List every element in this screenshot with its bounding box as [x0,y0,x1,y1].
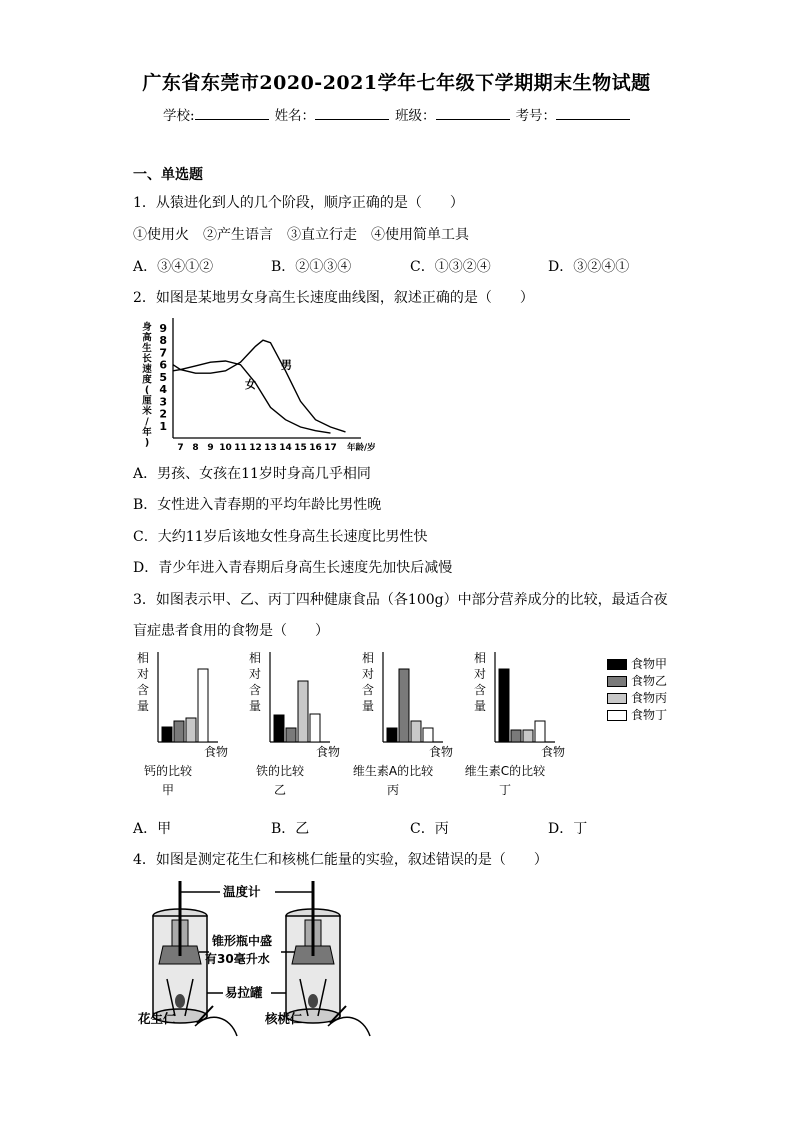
y-axis-label-char: 长 [142,353,152,365]
legend-swatch [607,693,627,704]
name-blank[interactable] [315,106,389,120]
bar-食物丁 [535,721,545,742]
y-tick-label: 5 [159,370,167,384]
x-axis-label: 食物 [541,745,566,759]
school-blank[interactable] [195,106,269,120]
legend-swatch [607,710,627,721]
x-tick-label: 10 [219,443,232,453]
can-label: 易拉罐 [225,985,263,1000]
y-axis-label-char: ) [144,437,150,449]
q3-option-d[interactable]: D．丁 [548,821,588,837]
class-blank[interactable] [436,106,510,120]
y-axis-label-char: 含 [137,683,150,697]
q1-option-a[interactable]: A．③④①② [133,259,214,275]
y-axis-label-char: 对 [249,667,262,681]
series-line-female [173,361,331,433]
bar-食物乙 [286,728,296,742]
bar-食物甲 [499,669,509,742]
q1-option-d[interactable]: D．③②④① [548,259,630,275]
q2-option-d[interactable]: D．青少年进入青春期后身高生长速度先加快后减慢 [133,560,453,576]
y-tick-label: 1 [159,419,167,433]
walnut-label: 核桃仁 [265,1011,303,1026]
group-title: 铁的比较 [255,764,305,778]
bar-食物丙 [523,730,533,742]
q3-stem-line1: 3．如图表示甲、乙、丙丁四种健康食品（各100g）中部分营养成分的比较，最适合夜 [133,592,668,608]
group-title: 维生素C的比较 [464,764,546,778]
x-axis-label: 年龄/岁 [347,443,376,453]
y-axis-label-char: 米 [142,406,152,417]
calorimeter-diagram [135,876,385,1051]
y-axis-label-char: 对 [474,667,487,681]
y-axis-label-char: 年 [142,427,152,438]
y-axis-label-char: 含 [474,683,487,697]
legend-item: 食物丙 [607,689,667,706]
x-tick-label: 7 [177,443,184,453]
peanut-label: 花生仁 [138,1011,176,1026]
y-axis-label-char: ( [144,385,150,396]
bar-食物丙 [298,681,308,742]
q1-stem: 1．从猿进化到人的几个阶段，顺序正确的是（ ） [133,195,464,211]
y-tick-label: 4 [159,383,167,397]
y-axis-label-char: 高 [142,332,152,344]
x-tick-label: 14 [279,443,292,453]
y-axis-label-char: 生 [142,343,152,354]
bar-食物乙 [511,730,521,742]
flask-label-1: 锥形瓶中盛 [212,934,273,948]
y-axis-label-char: 身 [142,322,152,333]
q3-option-b[interactable]: B．乙 [271,821,310,837]
y-axis-label-char: 对 [362,667,375,681]
bar-食物丙 [411,721,421,742]
q2-option-a[interactable]: A．男孩、女孩在11岁时身高几乎相同 [133,466,371,482]
y-axis-label-char: 相 [474,651,487,665]
y-tick-label: 3 [159,395,167,409]
bar-食物甲 [162,727,172,742]
x-axis-label: 食物 [316,745,341,759]
nutrition-legend [607,655,667,723]
y-axis-label-char: 量 [137,699,150,713]
y-axis-label-char: 对 [137,667,150,681]
x-tick-label: 13 [264,443,277,453]
x-tick-label: 8 [192,443,199,453]
number-blank[interactable] [556,106,630,120]
x-tick-label: 9 [207,443,214,453]
group-letter: 丁 [498,783,512,797]
class-label: 班级： [395,108,436,124]
student-info-line [163,104,636,124]
flask-label-2: 有30毫升水 [205,952,270,966]
y-axis-label-char: 量 [474,699,487,713]
x-tick-label: 16 [309,443,322,453]
q1-items: ①使用火 ②产生语言 ③直立行走 ④使用简单工具 [133,227,469,243]
legend-swatch [607,676,627,687]
q1-option-c[interactable]: C．①③②④ [410,259,491,275]
y-tick-label: 8 [159,334,167,348]
y-tick-label: 2 [159,407,167,421]
bar-食物丁 [423,728,433,742]
legend-swatch [607,659,627,670]
y-tick-label: 7 [159,346,167,360]
y-axis-label-char: 相 [362,651,375,665]
x-axis-label: 食物 [429,745,454,759]
series-line-male [173,340,346,432]
legend-item: 食物乙 [607,672,667,689]
y-axis-label-char: 含 [362,683,375,697]
bar-食物乙 [399,669,409,742]
y-axis-label-char: 量 [362,699,375,713]
group-letter: 甲 [161,783,175,797]
bar-食物甲 [274,715,284,742]
x-tick-label: 11 [234,443,247,453]
legend-item: 食物甲 [607,655,667,672]
y-tick-label: 6 [159,358,167,372]
section-title: 一、单选题 [133,167,203,183]
q3-option-a[interactable]: A．甲 [133,821,172,837]
y-axis-label-char: 厘 [142,395,152,407]
school-label: 学校: [163,108,195,124]
q2-option-c[interactable]: C．大约11岁后该地女性身高生长速度比男性快 [133,529,428,545]
thermometer-label: 温度计 [223,884,261,899]
series-label-female: 女 [245,377,256,391]
y-axis-label-char: 度 [142,374,152,386]
q3-option-c[interactable]: C．丙 [410,821,449,837]
y-axis-label-char: / [145,416,149,428]
bar-食物乙 [174,721,184,742]
group-title: 钙的比较 [143,764,193,778]
page-title: 广东省东莞市2020-2021学年七年级下学期期末生物试题 [142,72,651,94]
x-tick-label: 17 [324,443,337,453]
q1-option-b[interactable]: B．②①③④ [271,259,352,275]
bar-食物丙 [186,718,196,742]
q2-option-b[interactable]: B．女性进入青春期的平均年龄比男性晚 [133,497,382,513]
y-axis-label-char: 含 [249,683,262,697]
x-tick-label: 12 [249,443,262,453]
q4-stem: 4．如图是测定花生仁和核桃仁能量的实验，叙述错误的是（ ） [133,852,548,868]
y-axis-label-char: 相 [137,651,150,665]
growth-chart [135,316,376,456]
q3-stem-line2: 盲症患者食用的食物是（ ） [133,623,329,639]
number-label: 考号： [515,108,557,124]
x-tick-label: 15 [294,443,307,453]
legend-item: 食物丁 [607,706,667,723]
y-tick-label: 9 [159,322,167,335]
group-letter: 乙 [273,783,287,797]
bar-食物甲 [387,728,397,742]
x-axis-label: 食物 [204,745,229,759]
series-label-male: 男 [281,358,292,372]
bar-食物丁 [198,669,208,742]
bar-食物丁 [310,714,320,742]
y-axis-label-char: 速 [142,364,152,375]
y-axis-label-char: 相 [249,651,262,665]
y-axis-label-char: 量 [249,699,262,713]
q2-stem: 2．如图是某地男女身高生长速度曲线图，叙述正确的是（ ） [133,290,534,306]
group-title: 维生素A的比较 [352,764,434,778]
nutrition-charts [130,652,600,802]
name-label: 姓名： [274,108,316,124]
group-letter: 丙 [386,783,400,797]
